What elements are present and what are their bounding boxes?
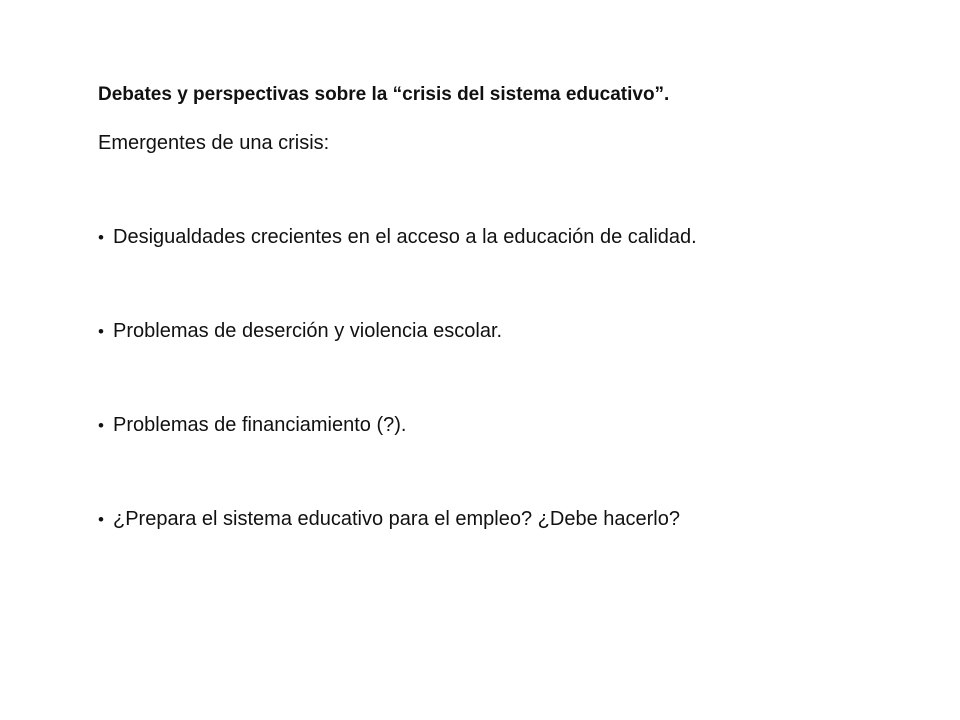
slide-subtitle: Emergentes de una crisis: bbox=[98, 132, 330, 154]
bullet-item bbox=[98, 414, 697, 508]
bullet-icon: • bbox=[98, 510, 104, 529]
bullet-item bbox=[98, 226, 697, 320]
bullet-text: Problemas de financiamiento (?). bbox=[113, 414, 407, 436]
bullet-text: ¿Prepara el sistema educativo para el empleo? ¿Debe hacerlo? bbox=[113, 508, 680, 530]
bullet-text: Desigualdades crecientes en el acceso a la educación de calidad. bbox=[113, 226, 697, 248]
slide-title: Debates y perspectivas sobre la “crisis del sistema educativo”. bbox=[98, 84, 670, 105]
bullet-item bbox=[98, 508, 697, 602]
bullet-icon: • bbox=[98, 416, 104, 435]
bullet-icon: • bbox=[98, 228, 104, 247]
bullet-icon: • bbox=[98, 322, 104, 341]
bullet-item bbox=[98, 320, 697, 414]
bullet-text: Problemas de deserción y violencia escolar. bbox=[113, 320, 503, 342]
bullet-list bbox=[98, 226, 697, 602]
